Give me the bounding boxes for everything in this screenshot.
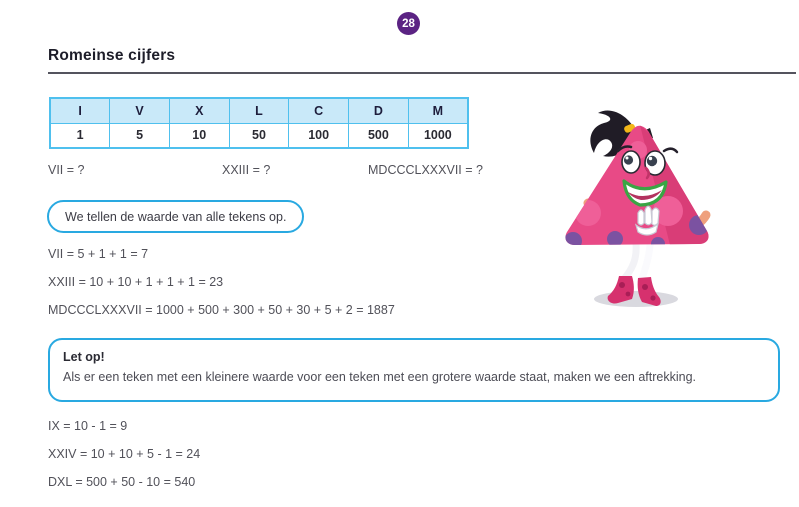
subtraction-example-line: XXIV = 10 + 10 + 5 - 1 = 24 <box>48 447 201 461</box>
table-value-cell: 10 <box>169 123 229 148</box>
table-header-cell: M <box>408 98 468 123</box>
title-divider <box>48 72 796 74</box>
solution-line: MDCCCLXXXVII = 1000 + 500 + 300 + 50 + 30 + 5 + 2 = 1887 <box>48 303 395 317</box>
table-value-cell: 5 <box>110 123 170 148</box>
table-header-cell: I <box>50 98 110 123</box>
table-header-cell: V <box>110 98 170 123</box>
page-title: Romeinse cijfers <box>48 47 176 64</box>
note-box-text: Als er een teken met een kleinere waarde voor een teken met een grotere waarde staat, maken we een aftrekking. <box>63 370 697 384</box>
roman-numerals-table <box>49 97 469 149</box>
note-box-title: Let op! <box>63 350 105 364</box>
subtraction-example-line: IX = 10 - 1 = 9 <box>48 419 128 433</box>
table-header-cell: X <box>169 98 229 123</box>
solution-line: VII = 5 + 1 + 1 = 7 <box>48 247 149 261</box>
table-value-cell: 500 <box>349 123 409 148</box>
page-number-badge: 28 <box>397 12 420 35</box>
mascot-triangle-character-illustration <box>560 95 740 325</box>
subtraction-example-line: DXL = 500 + 50 - 10 = 540 <box>48 475 196 489</box>
table-value-cell: 50 <box>229 123 289 148</box>
question-vii: VII = ? <box>48 163 85 177</box>
table-value-cell: 1 <box>50 123 110 148</box>
table-value-cell: 1000 <box>408 123 468 148</box>
mascot-hands <box>636 206 659 235</box>
note-box <box>48 338 780 402</box>
table-header-cell: C <box>289 98 349 123</box>
question-xxiii: XXIII = ? <box>222 163 271 177</box>
table-header-cell: L <box>229 98 289 123</box>
table-header-cell: D <box>349 98 409 123</box>
solution-line: XXIII = 10 + 10 + 1 + 1 + 1 = 23 <box>48 275 224 289</box>
hint-bubble <box>47 200 304 233</box>
mascot-shadow <box>594 291 678 307</box>
table-value-cell: 100 <box>289 123 349 148</box>
table-value-row <box>50 123 468 148</box>
question-mdccclxxxvii: MDCCCLXXXVII = ? <box>368 163 483 177</box>
table-header-row <box>50 98 468 123</box>
hint-bubble-text: We tellen de waarde van alle tekens op. <box>65 209 287 224</box>
